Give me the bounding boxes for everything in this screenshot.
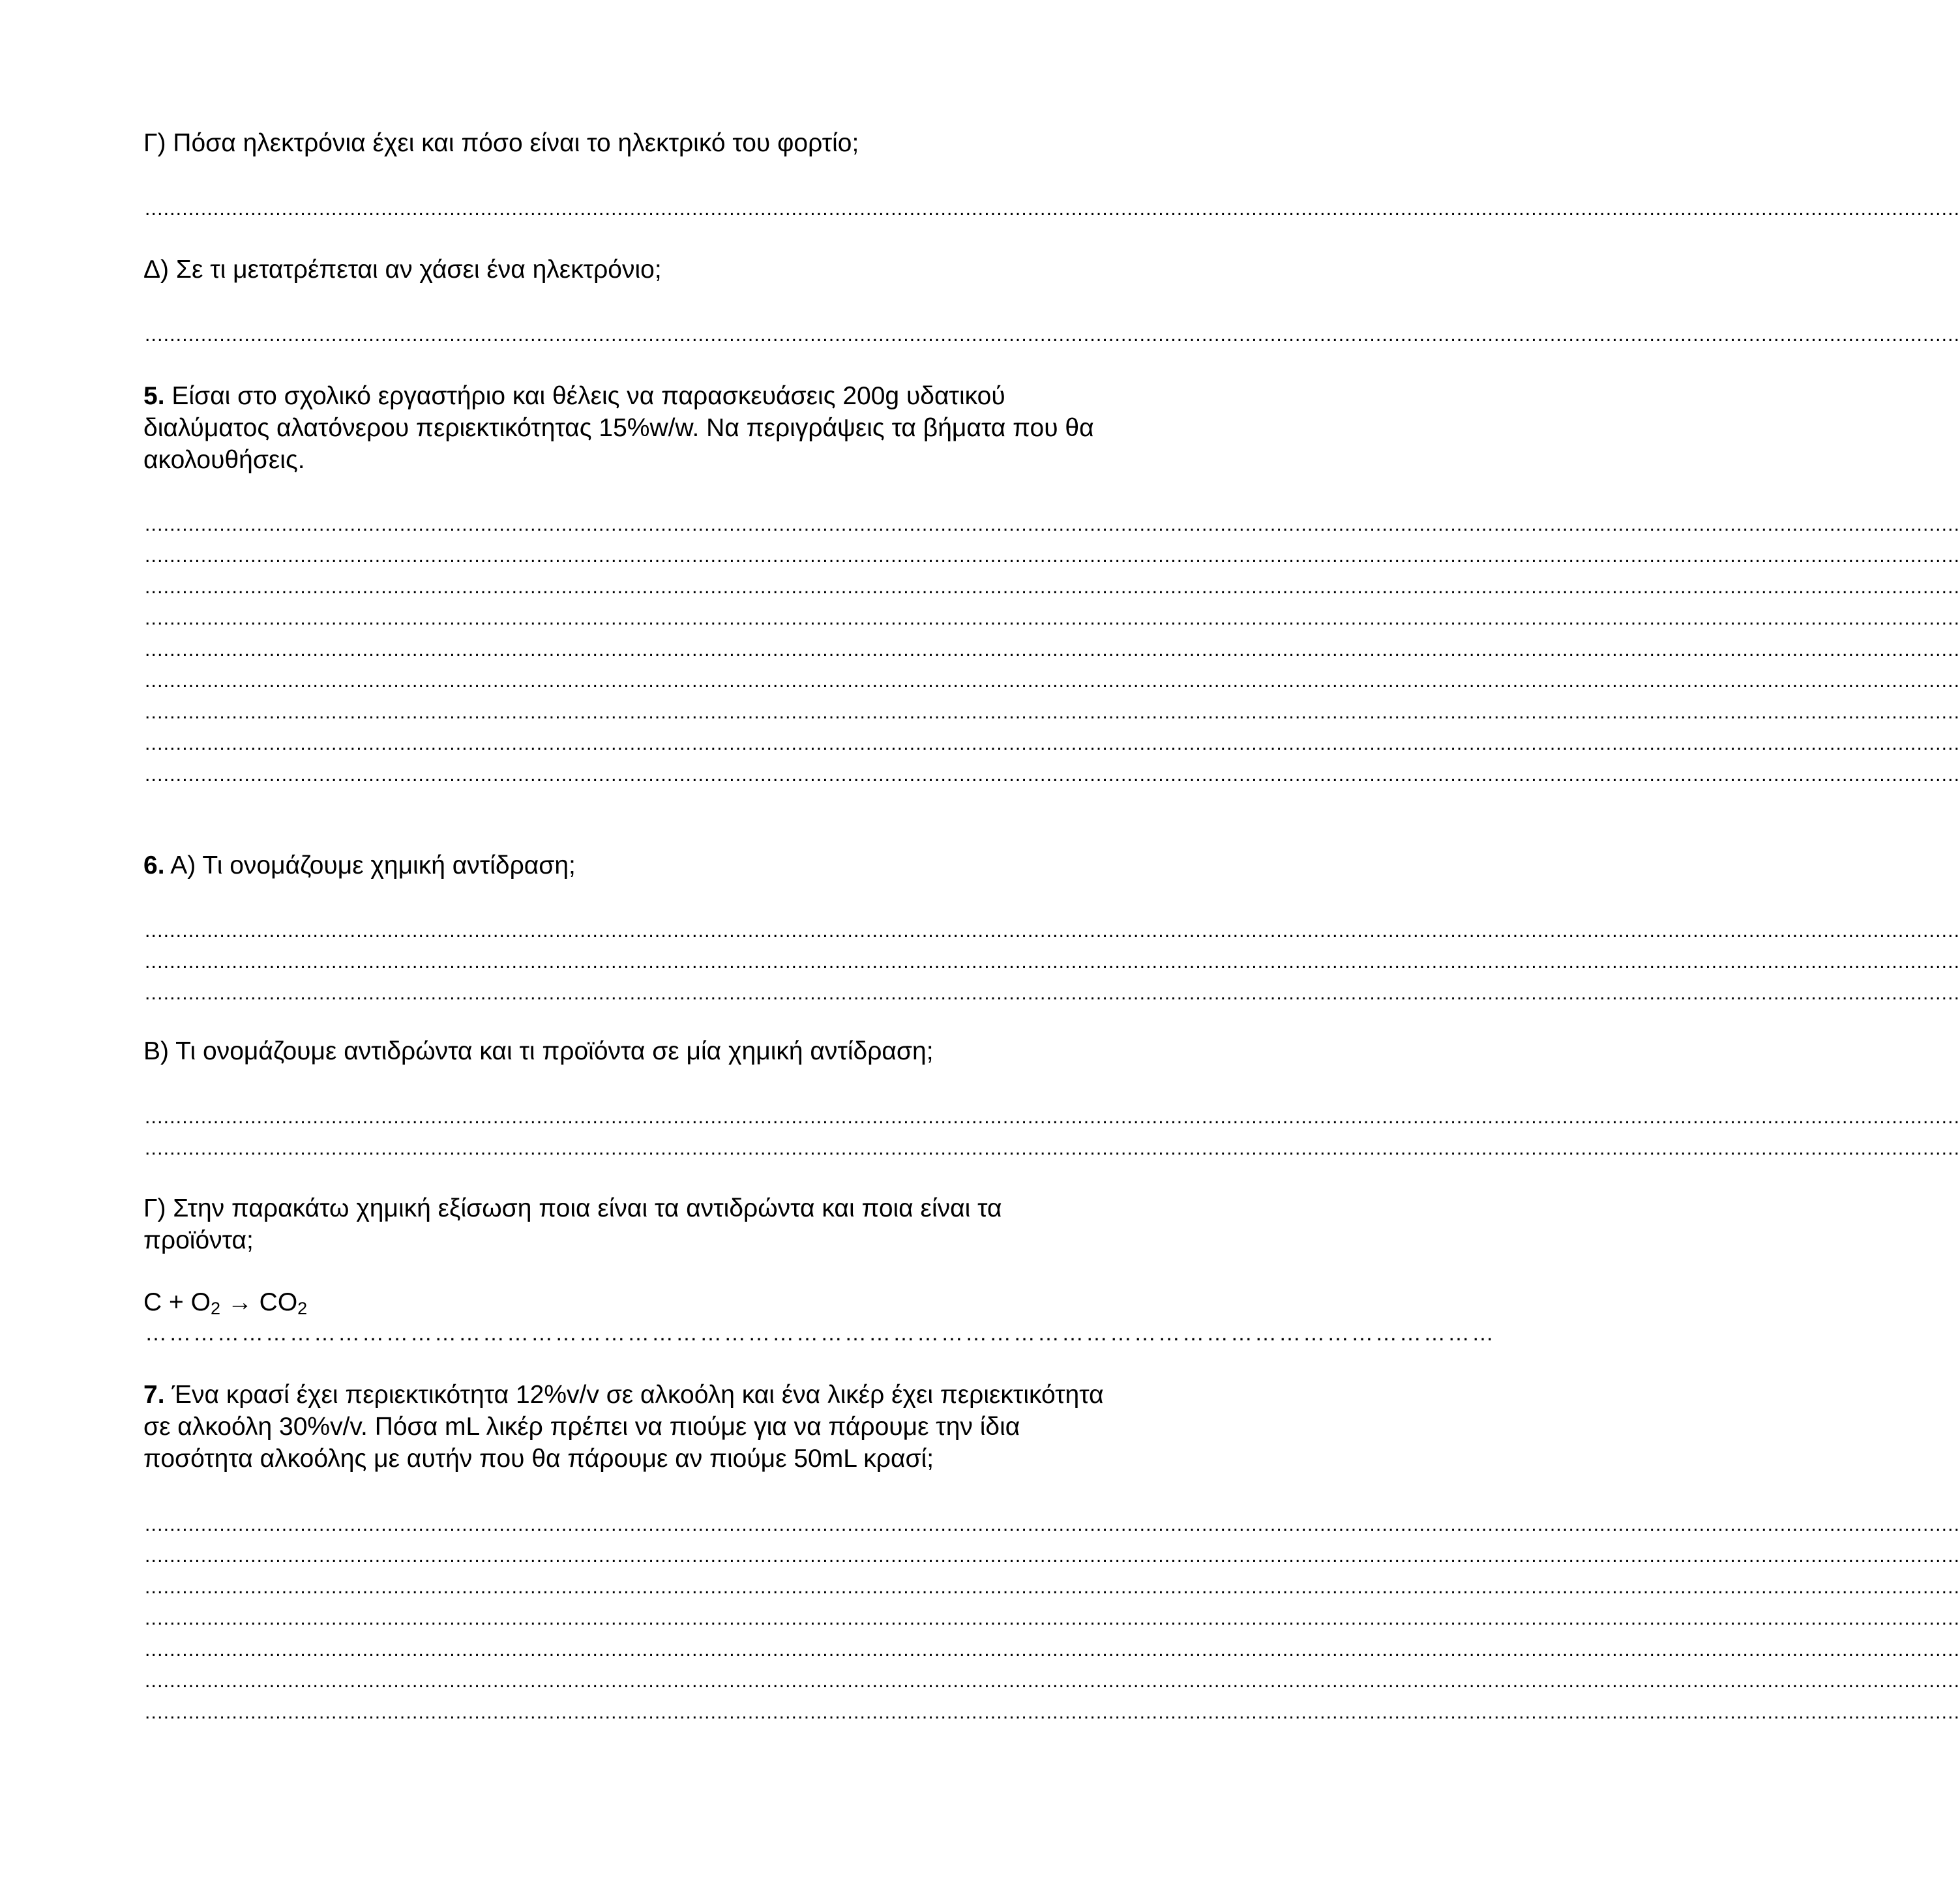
- answer-line[interactable]: ....................................................................................................................................................................................................................................................................................................: [145, 324, 1960, 346]
- equation-reactant-subscript: 2: [210, 1299, 220, 1318]
- equation-product: CO: [259, 1288, 298, 1316]
- q7-line-2: σε αλκοόλη 30%v/v. Πόσα mL λικέρ πρέπει να πιούμε για να πάρουμε την ίδια: [143, 1413, 1020, 1441]
- q5-text: Είσαι στο σχολικό εργαστήριο και θέλεις να παρασκευάσεις 200g υδατικού: [164, 382, 1005, 410]
- q6-part-a-text: Α) Τι ονομάζουμε χημική αντίδραση;: [164, 851, 576, 879]
- answer-line[interactable]: ....................................................................................................................................................................................................................................................................................................: [145, 1514, 1960, 1535]
- q4-part-c-text: Γ) Πόσα ηλεκτρόνια έχει και πόσο είναι το ηλεκτρικό του φορτίο;: [143, 129, 859, 157]
- answer-line[interactable]: ....................................................................................................................................................................................................................................................................................................: [145, 1545, 1960, 1567]
- equation-reactants: C + O: [143, 1288, 211, 1316]
- answer-line[interactable]: ....................................................................................................................................................................................................................................................................................................: [145, 576, 1960, 598]
- answer-line[interactable]: ....................................................................................................................................................................................................................................................................................................: [145, 1106, 1960, 1128]
- q5-line-2: διαλύματος αλατόνερου περιεκτικότητας 15%w/w. Να περιγράψεις τα βήματα που θα: [143, 414, 1094, 442]
- answer-line[interactable]: ....................................................................................................................................................................................................................................................................................................: [145, 514, 1960, 535]
- q5-line-3: ακολουθήσεις.: [143, 446, 305, 474]
- answer-line[interactable]: ....................................................................................................................................................................................................................................................................................................: [145, 764, 1960, 786]
- equation-product-subscript: 2: [297, 1299, 308, 1318]
- answer-line[interactable]: ....................................................................................................................................................................................................................................................................................................: [145, 198, 1960, 220]
- q5-line-1: [143, 381, 1005, 412]
- answer-line[interactable]: ……………………………………………………………………………………………………………………………………………………: [145, 1321, 1496, 1346]
- reaction-arrow: →: [227, 1289, 252, 1316]
- answer-line[interactable]: ....................................................................................................................................................................................................................................................................................................: [145, 920, 1960, 941]
- answer-line[interactable]: ....................................................................................................................................................................................................................................................................................................: [145, 1670, 1960, 1692]
- answer-line[interactable]: ....................................................................................................................................................................................................................................................................................................: [145, 545, 1960, 567]
- answer-line[interactable]: ....................................................................................................................................................................................................................................................................................................: [145, 733, 1960, 754]
- answer-line[interactable]: ....................................................................................................................................................................................................................................................................................................: [145, 1608, 1960, 1629]
- q5-number: 5.: [143, 382, 165, 410]
- q6-part-a-line: [143, 850, 576, 881]
- answer-line[interactable]: ....................................................................................................................................................................................................................................................................................................: [145, 670, 1960, 692]
- q6-part-c-line-2: προϊόντα;: [143, 1226, 254, 1254]
- answer-line[interactable]: ....................................................................................................................................................................................................................................................................................................: [145, 1702, 1960, 1723]
- q6-number: 6.: [143, 851, 165, 879]
- answer-line[interactable]: ....................................................................................................................................................................................................................................................................................................: [145, 639, 1960, 660]
- answer-line[interactable]: ....................................................................................................................................................................................................................................................................................................: [145, 1138, 1960, 1159]
- answer-line[interactable]: ....................................................................................................................................................................................................................................................................................................: [145, 701, 1960, 723]
- answer-line[interactable]: ....................................................................................................................................................................................................................................................................................................: [145, 608, 1960, 629]
- q7-line-1: [143, 1379, 1104, 1411]
- answer-line[interactable]: ....................................................................................................................................................................................................................................................................................................: [145, 951, 1960, 973]
- q7-line-3: ποσότητα αλκοόλης με αυτήν που θα πάρουμε αν πιούμε 50mL κρασί;: [143, 1445, 934, 1473]
- answer-line[interactable]: ....................................................................................................................................................................................................................................................................................................: [145, 982, 1960, 1004]
- answer-line[interactable]: ....................................................................................................................................................................................................................................................................................................: [145, 1576, 1960, 1598]
- q6-part-b-text: Β) Τι ονομάζουμε αντιδρώντα και τι προϊόντα σε μία χημική αντίδραση;: [143, 1037, 934, 1065]
- q4-part-d-text: Δ) Σε τι μετατρέπεται αν χάσει ένα ηλεκτρόνιο;: [143, 256, 662, 284]
- answer-line[interactable]: ....................................................................................................................................................................................................................................................................................................: [145, 1639, 1960, 1660]
- q7-number: 7.: [143, 1381, 165, 1409]
- chemical-equation: [143, 1287, 307, 1318]
- q6-part-c-line-1: Γ) Στην παρακάτω χημική εξίσωση ποια είναι τα αντιδρώντα και ποια είναι τα: [143, 1194, 1002, 1222]
- q7-text: Ένα κρασί έχει περιεκτικότητα 12%v/v σε αλκοόλη και ένα λικέρ έχει περιεκτικότητα: [164, 1381, 1104, 1409]
